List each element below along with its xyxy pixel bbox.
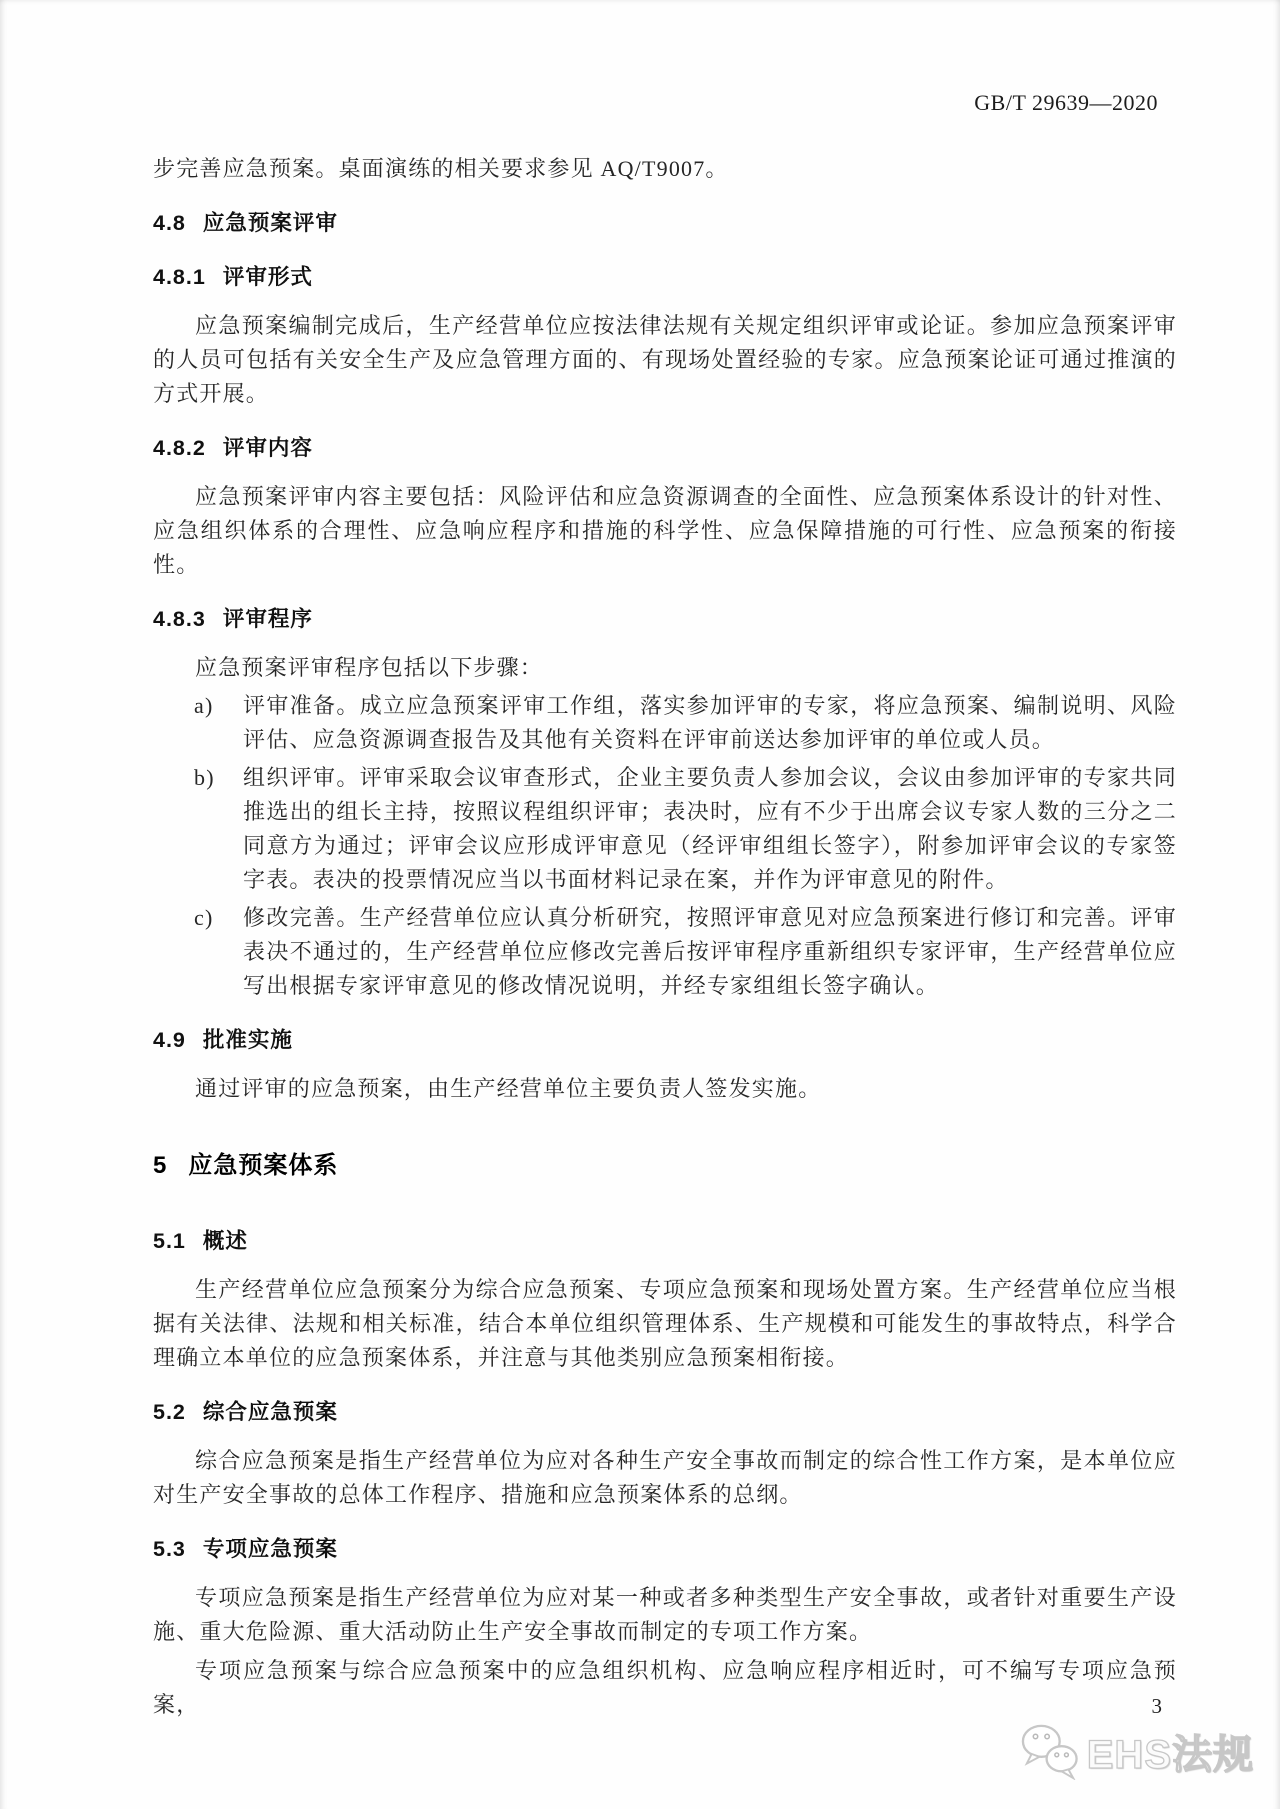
heading-number: 4.9 xyxy=(153,1028,186,1052)
paragraph: 应急预案编制完成后，生产经营单位应按法律法规有关规定组织评审或论证。参加应急预案评审的人员可包括有关安全生产及应急管理方面的、有现场处置经验的专家。应急预案论证可通过推演的方式开展。 xyxy=(153,313,1177,406)
heading-4-8-1 xyxy=(153,260,1177,294)
heading-number: 4.8.1 xyxy=(153,265,206,289)
heading-title: 应急预案体系 xyxy=(188,1152,339,1179)
heading-5-1 xyxy=(153,1224,1177,1258)
list-item-label: c) xyxy=(194,905,214,930)
doc-number: GB/T 29639—2020 xyxy=(974,90,1158,115)
heading-5-3 xyxy=(153,1532,1177,1566)
heading-title: 专项应急预案 xyxy=(202,1537,338,1561)
heading-title: 评审形式 xyxy=(222,265,313,289)
heading-4-8-3 xyxy=(153,602,1177,636)
heading-4-9 xyxy=(153,1023,1177,1057)
document-body xyxy=(153,0,1177,1722)
wechat-icon xyxy=(1019,1722,1081,1780)
paragraph: 步完善应急预案。桌面演练的相关要求参见 AQ/T9007。 xyxy=(153,156,729,181)
paragraph: 综合应急预案是指生产经营单位为应对各种生产安全事故而制定的综合性工作方案，是本单位应对生产安全事故的总体工作程序、措施和应急预案体系的总纲。 xyxy=(153,1448,1177,1507)
heading-4-8-2 xyxy=(153,431,1177,465)
list-item-c xyxy=(153,901,1177,1003)
list-item-text: 修改完善。生产经营单位应认真分析研究，按照评审意见对应急预案进行修订和完善。评审表决不通过的，生产经营单位应修改完善后按评审程序重新组织专家评审，生产经营单位应写出根据专家评审意见的修改情况说明，并经专家组组长签字确认。 xyxy=(243,905,1177,998)
heading-title: 批准实施 xyxy=(202,1028,293,1052)
heading-number: 5.1 xyxy=(153,1229,186,1253)
heading-number: 5.3 xyxy=(153,1537,186,1561)
heading-5 xyxy=(153,1148,1177,1184)
paragraph: 应急预案评审程序包括以下步骤： xyxy=(195,655,544,680)
heading-number: 4.8.3 xyxy=(153,607,206,631)
list-item-label: a) xyxy=(194,693,214,718)
heading-number: 4.8.2 xyxy=(153,436,206,460)
heading-title: 评审内容 xyxy=(222,436,313,460)
watermark xyxy=(1019,1722,1254,1780)
list-item-a xyxy=(153,689,1177,757)
paragraph: 生产经营单位应急预案分为综合应急预案、专项应急预案和现场处置方案。生产经营单位应当根据有关法律、法规和相关标准，结合本单位组织管理体系、生产规模和可能发生的事故特点，科学合理确立本单位的应急预案体系，并注意与其他类别应急预案相衔接。 xyxy=(153,1277,1177,1370)
paragraph: 应急预案评审内容主要包括：风险评估和应急资源调查的全面性、应急预案体系设计的针对性、应急组织体系的合理性、应急响应程序和措施的科学性、应急保障措施的可行性、应急预案的衔接性。 xyxy=(153,484,1177,577)
page-number: 3 xyxy=(1151,1694,1162,1718)
watermark-label: EHS法规 xyxy=(1086,1732,1254,1777)
paragraph: 专项应急预案是指生产经营单位为应对某一种或者多种类型生产安全事故，或者针对重要生产设施、重大危险源、重大活动防止生产安全事故而制定的专项工作方案。 xyxy=(153,1585,1177,1644)
list-item-b xyxy=(153,761,1177,897)
heading-title: 概述 xyxy=(202,1229,248,1253)
list-item-label: b) xyxy=(194,765,215,790)
heading-number: 5 xyxy=(153,1152,168,1179)
list-item-text: 组织评审。评审采取会议审查形式，企业主要负责人参加会议，会议由参加评审的专家共同推选出的组长主持，按照议程组织评审；表决时，应有不少于出席会议专家人数的三分之二同意方为通过；评审会议应形成评审意见（经评审组组长签字），附参加评审会议的专家签字表。表决的投票情况应当以书面材料记录在案，并作为评审意见的附件。 xyxy=(243,765,1177,892)
list-item-text: 评审准备。成立应急预案评审工作组，落实参加评审的专家，将应急预案、编制说明、风险评估、应急资源调查报告及其他有关资料在评审前送达参加评审的单位或人员。 xyxy=(243,693,1177,752)
paragraph: 专项应急预案与综合应急预案中的应急组织机构、应急响应程序相近时，可不编写专项应急预案， xyxy=(153,1658,1177,1717)
heading-title: 应急预案评审 xyxy=(202,211,338,235)
heading-title: 综合应急预案 xyxy=(202,1400,338,1424)
heading-5-2 xyxy=(153,1395,1177,1429)
heading-4-8 xyxy=(153,206,1177,240)
heading-number: 5.2 xyxy=(153,1400,186,1424)
heading-title: 评审程序 xyxy=(222,607,313,631)
heading-number: 4.8 xyxy=(153,211,186,235)
paragraph: 通过评审的应急预案，由生产经营单位主要负责人签发实施。 xyxy=(195,1076,822,1101)
